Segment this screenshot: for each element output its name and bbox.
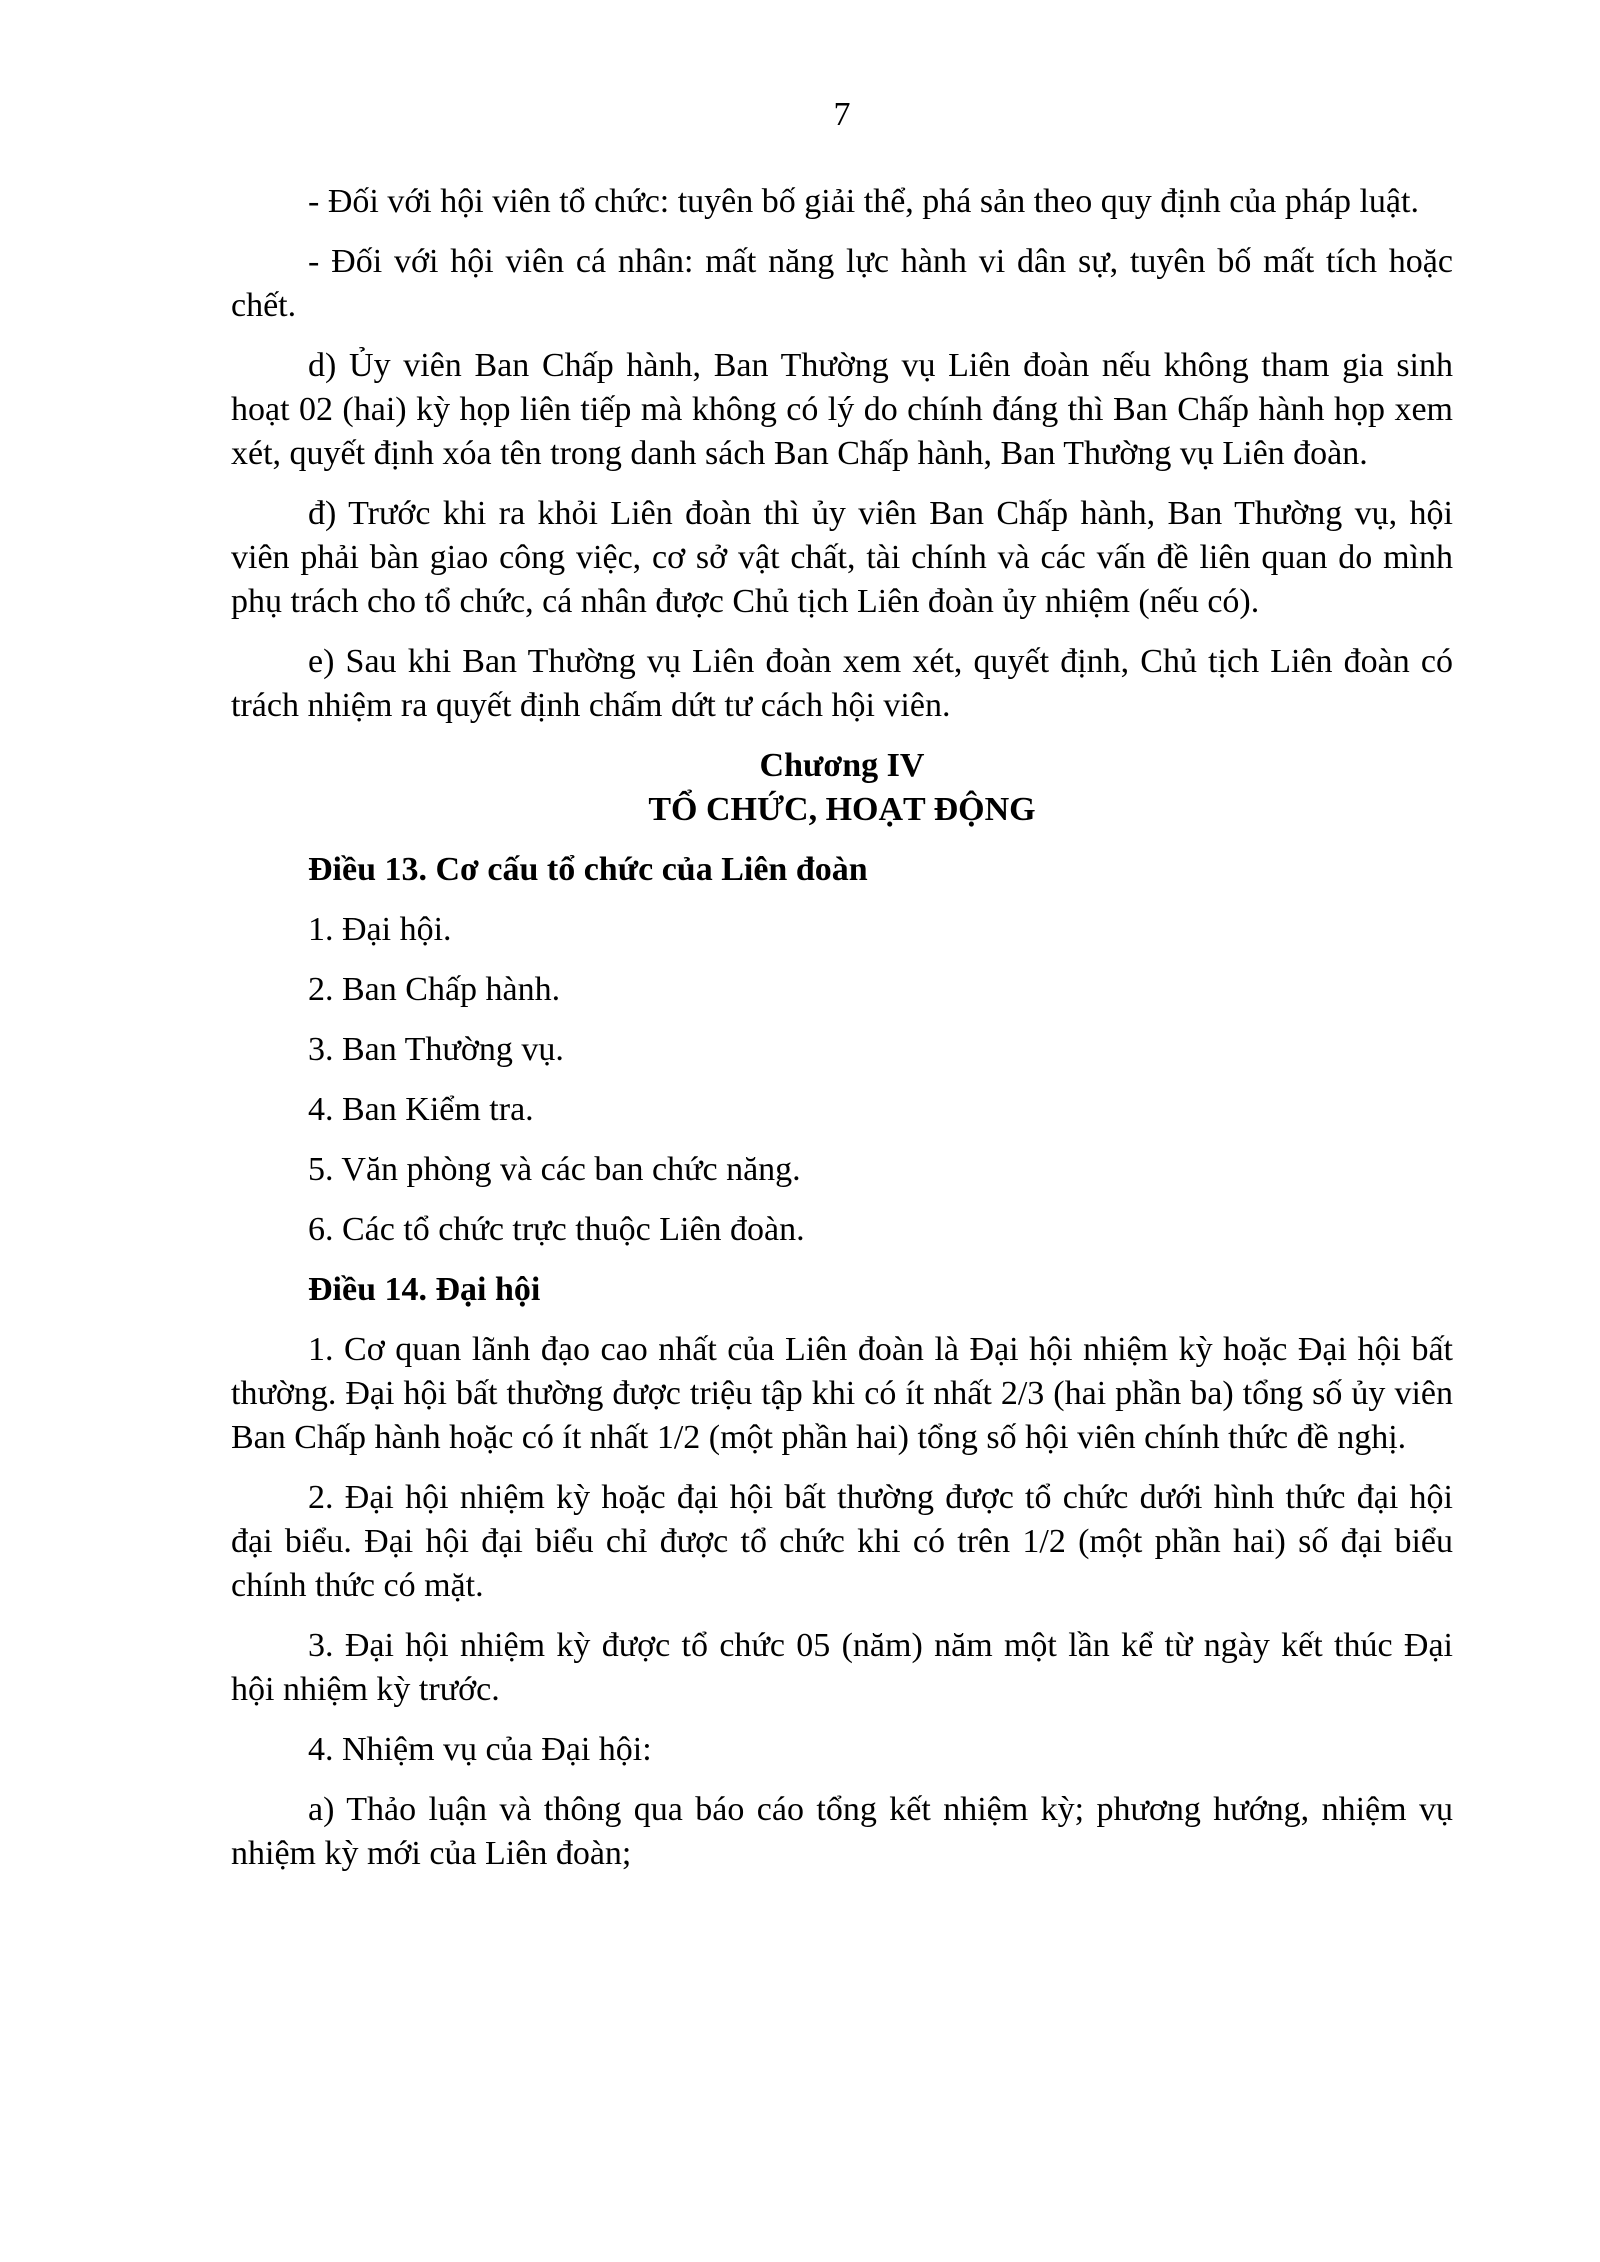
paragraph: đ) Trước khi ra khỏi Liên đoàn thì ủy viên Ban Chấp hành, Ban Thường vụ, hội viên phải bàn giao công việc, cơ sở vật chất, tài chính và các vấn đề liên quan do mình phụ trách cho tổ chức, cá nhân được Chủ tịch Liên đoàn ủy nhiệm (nếu có). [231, 495, 1453, 620]
list-item: 3. Ban Thường vụ. [308, 1031, 564, 1068]
paragraph: e) Sau khi Ban Thường vụ Liên đoàn xem xét, quyết định, Chủ tịch Liên đoàn có trách nhiệm ra quyết định chấm dứt tư cách hội viên. [231, 643, 1453, 724]
page-number: 7 [833, 96, 851, 133]
paragraph: - Đối với hội viên tổ chức: tuyên bố giải thể, phá sản theo quy định của pháp luật. [308, 183, 1419, 220]
list-item: 2. Ban Chấp hành. [308, 971, 561, 1008]
page-content [231, 180, 1453, 1892]
article-14-title: Điều 14. Đại hội [308, 1271, 541, 1308]
paragraph: 1. Cơ quan lãnh đạo cao nhất của Liên đoàn là Đại hội nhiệm kỳ hoặc Đại hội bất thường. Đại hội bất thường được triệu tập khi có ít nhất 2/3 (hai phần ba) tổng số ủy viên Ban Chấp hành hoặc có ít nhất 1/2 (một phần hai) tổng số hội viên chính thức đề nghị. [231, 1331, 1453, 1456]
list-item: 5. Văn phòng và các ban chức năng. [308, 1151, 801, 1188]
paragraph: a) Thảo luận và thông qua báo cáo tổng kết nhiệm kỳ; phương hướng, nhiệm vụ nhiệm kỳ mới của Liên đoàn; [231, 1791, 1453, 1872]
paragraph: 3. Đại hội nhiệm kỳ được tổ chức 05 (năm) năm một lần kể từ ngày kết thúc Đại hội nhiệm kỳ trước. [231, 1627, 1453, 1708]
paragraph: 2. Đại hội nhiệm kỳ hoặc đại hội bất thường được tổ chức dưới hình thức đại hội đại biểu. Đại hội đại biểu chỉ được tổ chức khi có trên 1/2 (một phần hai) số đại biểu chính thức có mặt. [231, 1479, 1453, 1604]
article-13-title: Điều 13. Cơ cấu tổ chức của Liên đoàn [308, 851, 868, 888]
list-item: 6. Các tổ chức trực thuộc Liên đoàn. [308, 1211, 805, 1248]
paragraph: d) Ủy viên Ban Chấp hành, Ban Thường vụ Liên đoàn nếu không tham gia sinh hoạt 02 (hai) kỳ họp liên tiếp mà không có lý do chính đáng thì Ban Chấp hành họp xem xét, quyết định xóa tên trong danh sách Ban Chấp hành, Ban Thường vụ Liên đoàn. [231, 347, 1453, 472]
paragraph: - Đối với hội viên cá nhân: mất năng lực hành vi dân sự, tuyên bố mất tích hoặc chết. [231, 243, 1453, 324]
list-item: 1. Đại hội. [308, 911, 452, 948]
chapter-label: Chương IV [759, 747, 925, 784]
paragraph: 4. Nhiệm vụ của Đại hội: [308, 1731, 652, 1768]
chapter-heading [231, 744, 1453, 832]
list-item: 4. Ban Kiểm tra. [308, 1091, 534, 1128]
chapter-title: TỔ CHỨC, HOẠT ĐỘNG [648, 791, 1036, 828]
